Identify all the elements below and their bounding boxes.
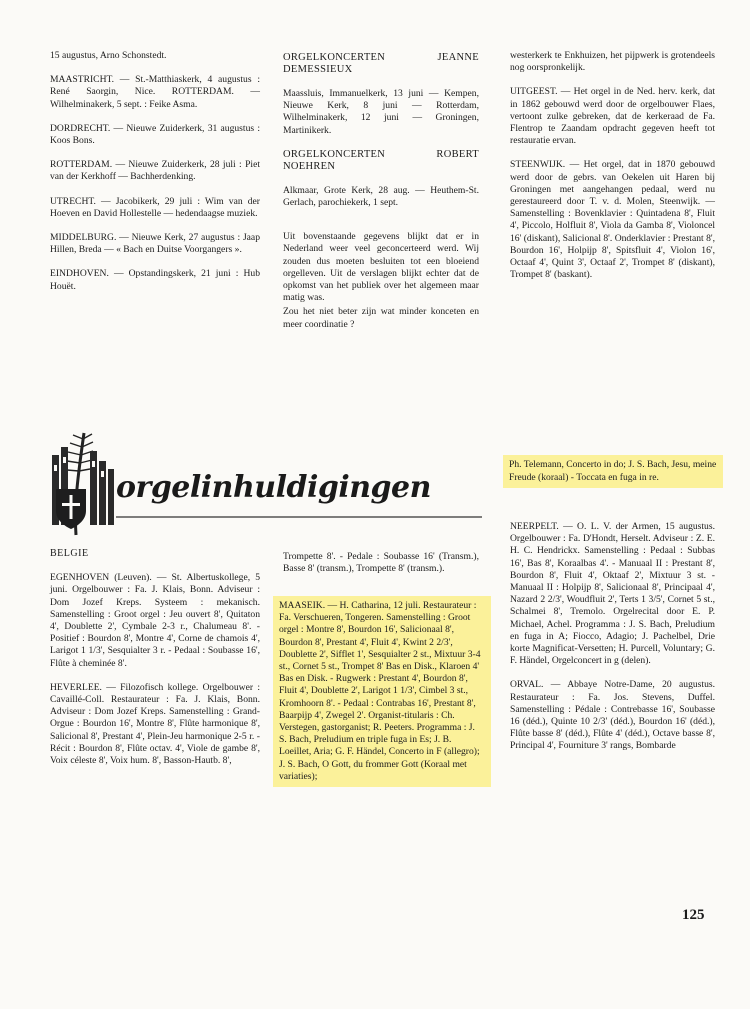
text-paragraph: DORDRECHT. — Nieuwe Zuiderkerk, 31 augustus : Koos Bons. — [50, 122, 260, 147]
text-paragraph: Alkmaar, Grote Kerk, 28 aug. — Heuthem-St. Gerlach, parochiekerk, 1 sept. — [283, 184, 479, 209]
column-3-bottom — [510, 521, 715, 765]
text-paragraph: MAASTRICHT. — St.-Matthiaskerk, 4 augustus : René Saorgin, Nice. ROTTERDAM. — Wilhelminakerk, 5 sept. : Feike Asma. — [50, 74, 260, 110]
text-paragraph: EINDHOVEN. — Opstandingskerk, 21 juni : Hub Houët. — [50, 268, 260, 292]
section-heading: ORGELKONCERTEN JEANNE DEMESSIEUX — [283, 52, 479, 75]
text-paragraph: NEERPELT. — O. L. V. der Armen, 15 augustus. Orgelbouwer : Fa. D'Hondt, Herselt. Adviseur : Z. E. H. C. Hendrickx. Samenstelling : Pedaal : Subbas 16', Bas 8', Koraalbas 4'. - Manuaal II : Prestant 8', Bourdon 8', Fluit 4', Oktaaf 2', Mixtuur 3 st. - Manuaal II : Holpijp 8', Salicionaal 8', Principaal 4', Nazard 2 2/3', Woudfluit 2', Terts 1 3/5', Cornet 5 st., Schalmei 8', Tremolo. Orgelrecital door E. P. Michael, Achel. Programma : J. S. Bach, Preludium en fuga in A; Fiocco, Adagio; J. Pachelbel, Drie korte Magnificat-Versetten; H. Purcell, Voluntary; G. F. Händel, Orgelconcert in g (delen). — [510, 521, 715, 667]
section-heading: ORGELKONCERTEN ROBERT NOEHREN — [283, 148, 479, 172]
text-paragraph: STEENWIJK. — Het orgel, dat in 1870 gebouwd werd door de gebrs. van Oekelen uit Haren bij Groningen met aangehangen pedaal, werd nu gerestaureerd door T. v. d. Molen, Steenwijk. — Samenstelling : Bovenklavier : Quintadena 8', Fluit 4', Piccolo, Holfluit 8', Viola da Gamba 8', Violoncel 16' (diskant), Salicional 8'. Onderklavier : Prestant 8', Bourdon 16', Holpijp 8', Spitsfluit 4', Violon 16', Octaaf 4', Quint 3', Octaaf 2', Trompet 8' (diskant), Trompet 8' (baskant). — [510, 159, 716, 281]
text-paragraph: UITGEEST. — Het orgel in de Ned. herv. kerk, dat in 1862 gebouwd werd door de orgelbouwer Flaes, vertoont zulke gebreken, dat de kerkeraad de Fa. Flentrop te Zaandam opdracht gegeven heeft tot restauratie ervan. — [510, 86, 715, 147]
text-paragraph: ORVAL. — Abbaye Notre-Dame, 20 augustus. Restaurateur : Fa. Jos. Stevens, Duffel. Samenstelling : Pédale : Contrebasse 16', Soubasse 16 (déd.), Quinte 10 2/3' (déd.), Bourdon 16' (déd.), Flûte basse 8' (déd.), Flûte 4' (déd.), Octave basse 8', Principal 4', Fourniture 3' rangs, Bombarde — [510, 679, 715, 752]
highlighted-text: Ph. Telemann, Concerto in do; J. S. Bach, Jesu, meine Freude (koraal) - Toccata en fuga in re. — [503, 455, 723, 488]
text-paragraph: Zou het niet beter zijn wat minder konceten en meer coordinatie ? — [283, 306, 479, 330]
banner-title: orgelinhuldigingen — [116, 470, 431, 505]
text-paragraph: Maassluis, Immanuelkerk, 13 juni — Kempen, Nieuwe Kerk, 8 juni — Rotterdam, Wilhelminakerk, 12 juni — Groningen, Martinikerk. — [283, 88, 479, 136]
text-paragraph: Uit bovenstaande gegevens blijkt dat er in Nederland weer veel geconcerteerd werd. Wij zouden dus moeten besluiten tot een bloeiend orgelleven. Uit de verslagen blijkt echter dat de opkomst van het publiek over het algemeen maar matig was. — [283, 231, 479, 304]
section-heading-belgie: BELGIE — [50, 548, 89, 559]
column-1-top — [50, 50, 260, 305]
column-2-top — [283, 52, 479, 343]
text-paragraph: MIDDELBURG. — Nieuwe Kerk, 27 augustus : Jaap Hillen, Breda — « Bach en Duitse Voorgangers ». — [50, 232, 260, 256]
text-paragraph: westerkerk te Enkhuizen, het pijpwerk is grotendeels nog oorspronkelijk. — [510, 50, 715, 74]
column-1-bottom — [50, 548, 260, 779]
section-banner — [46, 425, 486, 540]
text-paragraph: ROTTERDAM. — Nieuwe Zuiderkerk, 28 juli : Piet van der Kerkhoff — Bachherdenking. — [50, 159, 260, 183]
text-paragraph: UTRECHT. — Jacobikerk, 29 juli : Wim van der Hoeven en David Hollestelle — hedendaagse muziek. — [50, 195, 260, 219]
highlighted-text: MAASEIK. — H. Catharina, 12 juli. Restaurateur : Fa. Verschueren, Tongeren. Samenstelling : Groot orgel : Montre 8', Bourdon 16', Salicionaal 8', Bourdon 8', Prestant 4', Fluit 4', Kwint 2 2/3', Doublette 2', Sifflet 1', Sesquialter 2 st., Mixtuur 3-4 st., Cornet 5 st., Trompet 8' Bas en Disk., Klaroen 4' Bas en Disk. - Rugwerk : Prestant 4', Bourdon 8', Fluit 4', Doublette 2', Larigot 1 1/3', Cimbel 3 st., Kromhoorn 8'. - Pedaal : Contrabas 16', Prestant 8', Baarpijp 4', Zwegel 2'. Organist-titularis : Ch. Verstegen, gastorganist; R. Peeters. Programma : J. S. Bach, Preludium en triple fuga in Es; J. B. Loeillet, Aria; G. F. Händel, Concerto in F (allegro); J. S. Bach, O Gott, du frommer Gott (Koraal met variaties); — [273, 596, 491, 787]
column-2-bottom — [283, 551, 479, 587]
column-3-top — [510, 50, 715, 293]
text-paragraph: Trompette 8'. - Pedale : Soubasse 16' (Transm.), Basse 8' (transm.), Trompette 8' (transm.). — [283, 551, 479, 575]
text-paragraph: HEVERLEE. — Filozofisch kollege. Orgelbouwer : Cavaillé-Coll. Restaurateur : Fa. J. Klais, Bonn. Adviseur : Dom Jozef Kreps. Samenstelling : Grand-Orgue : Bourdon 16', Montre 8', Flûte harmonique 8', Salicional 8', Prestant 4', Plein-Jeu harmonique 2-5 r. - Récit : Bourdon 8', Flûte octav. 4', Viole de gambe 8', Voix céleste 8', Voix hum. 8', Basson-Hautb. 8', — [50, 681, 260, 767]
text-paragraph: 15 augustus, Arno Schonstedt. — [50, 50, 167, 61]
text-paragraph: EGENHOVEN (Leuven). — St. Albertuskollege, 5 juni. Orgelbouwer : Fa. J. Klais, Bonn. Adviseur : Dom Jozef Kreps. Systeem : mekanisch. Samenstelling : Groot orgel : Jeu ouvert 8', Quitaton 4', Doublette 2', Cymbale 2-3 r., Chalumeau 8'. - Positief : Bourdon 8', Montre 4', Corne de chamois 4', Larigot 1 1/3', Sesquialter 3 r. - Pedaal : Soubasse 16', Flûte à cheminée 8'. — [50, 572, 260, 669]
page-number: 125 — [682, 907, 705, 923]
